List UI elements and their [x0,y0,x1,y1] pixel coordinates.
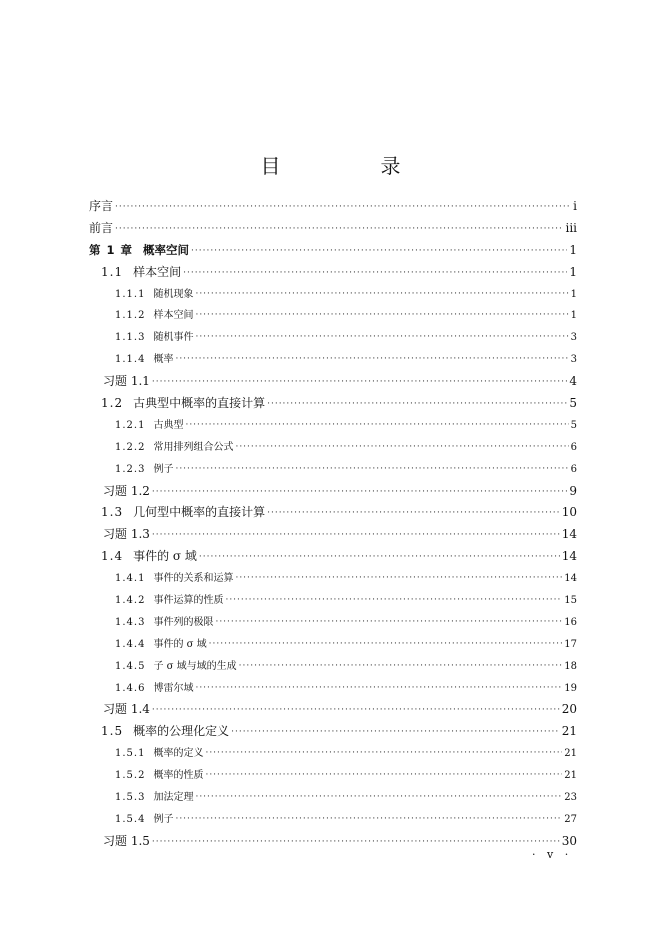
toc-entry[interactable] [89,437,577,459]
toc-entry-number: 1.2.1 [115,419,146,431]
toc-entry-page: 6 [570,463,577,475]
toc-entry-number: 1.1.3 [115,332,146,344]
toc-entry[interactable] [89,371,577,393]
toc-entry-label [115,634,207,656]
dot-leader [191,241,567,263]
toc-entry-page: 21 [564,748,577,760]
table-of-contents [89,196,577,853]
dot-leader [195,305,568,327]
toc-entry-page: 1 [570,288,577,300]
toc-entry-number: 1.5 [101,724,124,739]
toc-entry-label [115,765,203,787]
toc-entry-number: 1.5.3 [115,792,146,804]
toc-entry[interactable] [89,240,577,262]
toc-entry-label [101,721,229,743]
dot-leader [183,263,567,285]
toc-entry-title: 样本空间 [133,264,182,279]
dot-leader [215,612,562,634]
toc-entry-page: 4 [569,374,577,389]
toc-entry-label [115,284,193,306]
toc-entry-label [89,240,189,262]
dot-leader [235,437,568,459]
toc-entry-page: 17 [564,638,577,650]
toc-entry-number: 1.4 [101,549,124,564]
dot-leader [199,547,560,569]
dot-leader [175,459,568,481]
toc-entry-title: 概率 [153,354,174,366]
toc-entry-number: 1.4.5 [115,660,146,672]
toc-entry-page: 3 [570,332,577,344]
toc-entry-number: 1.3 [101,505,124,520]
toc-entry-title: 习题 1.2 [103,483,150,498]
toc-entry-label [101,502,265,524]
toc-entry[interactable] [89,590,577,612]
toc-entry-label [115,459,173,481]
dot-leader [195,327,568,349]
toc-entry-label [115,415,183,437]
toc-entry-label [115,612,213,634]
toc-entry[interactable] [89,765,577,787]
toc-entry-title: 习题 1.1 [103,374,150,389]
toc-entry-number: 1.1 [101,264,124,279]
toc-entry-title: 概率的定义 [153,748,204,760]
dot-leader [209,634,563,656]
toc-entry-page: 20 [561,702,577,717]
toc-entry-page: 3 [570,354,577,366]
toc-entry-number: 1.4.1 [115,573,146,585]
toc-entry-page: 18 [564,660,577,672]
toc-entry[interactable] [89,284,577,306]
toc-entry-label [103,371,150,393]
dot-leader [267,503,560,525]
toc-entry-page: 14 [561,549,577,564]
toc-entry-label [115,349,173,371]
toc-entry-page: 30 [561,833,577,848]
toc-entry-title: 事件的 σ 域 [153,638,207,650]
dot-leader [185,415,568,437]
toc-entry-title: 事件运算的性质 [153,595,224,607]
toc-entry-label [115,305,193,327]
dot-leader [195,678,562,700]
toc-entry-label [89,196,113,218]
toc-entry-page: 1 [569,242,577,257]
toc-entry[interactable] [89,262,577,284]
toc-entry-title: 概率的公理化定义 [133,724,230,739]
toc-entry-page: 16 [564,616,577,628]
toc-entry-page: 14 [561,527,577,542]
toc-entry-title: 事件的 σ 域 [133,549,197,564]
toc-entry-label [101,262,181,284]
toc-entry-label [115,743,203,765]
toc-entry-title: 随机现象 [153,288,194,300]
toc-entry[interactable] [89,502,577,524]
dot-leader [231,722,560,744]
dot-leader [267,394,567,416]
dot-leader [195,284,568,306]
toc-entry-number: 1.2 [101,396,124,411]
dot-leader [175,809,562,831]
toc-entry[interactable] [89,524,577,546]
toc-entry-number: 1.4.3 [115,616,146,628]
dot-leader [152,525,560,547]
toc-entry-number: 1.4.4 [115,638,146,650]
toc-entry[interactable] [89,327,577,349]
toc-entry-page: 9 [569,483,577,498]
toc-entry[interactable] [89,546,577,568]
toc-entry-number: 第 1 章 [89,242,134,257]
toc-entry-label [103,831,150,853]
toc-entry-label [115,327,193,349]
toc-entry-title: 事件列的极限 [153,616,214,628]
toc-entry-title: 随机事件 [153,332,194,344]
toc-entry[interactable] [89,612,577,634]
dot-leader [195,787,562,809]
toc-entry[interactable] [89,656,577,678]
dot-leader [225,590,562,612]
toc-entry[interactable] [89,721,577,743]
toc-entry[interactable] [89,393,577,415]
toc-entry-label [115,656,237,678]
toc-entry[interactable] [89,415,577,437]
toc-entry-page: 10 [561,505,577,520]
toc-entry-page: 5 [569,396,577,411]
toc-entry-number: 1.5.4 [115,813,146,825]
toc-entry-title: 前言 [89,220,114,235]
toc-entry-label [115,678,193,700]
dot-leader [115,197,571,219]
toc-entry-page: 21 [561,724,577,739]
dot-leader [175,349,568,371]
toc-entry-title: 博雷尔域 [153,682,194,694]
toc-entry-page: 5 [570,419,577,431]
toc-entry-label [101,546,197,568]
toc-entry-number: 1.5.2 [115,770,146,782]
toc-entry-title: 概率空间 [143,242,190,257]
dot-leader [152,372,567,394]
toc-entry-title: 样本空间 [153,310,194,322]
toc-entry-label [115,590,223,612]
toc-entry[interactable] [89,809,577,831]
toc-entry-title: 例子 [153,463,174,475]
toc-entry-number: 1.4.2 [115,595,146,607]
toc-entry-title: 概率的性质 [153,770,204,782]
toc-entry-title: 加法定理 [153,792,194,804]
toc-entry-label [103,524,150,546]
toc-entry-number: 1.2.3 [115,463,146,475]
toc-entry[interactable] [89,349,577,371]
toc-entry[interactable] [89,699,577,721]
toc-entry[interactable] [89,831,577,853]
toc-entry-label [115,568,233,590]
toc-entry[interactable] [89,218,577,240]
toc-entry-number: 1.2.2 [115,441,146,453]
toc-entry-label [103,481,150,503]
toc-entry[interactable] [89,743,577,765]
toc-entry-page: 1 [569,264,577,279]
toc-entry-label [115,787,193,809]
toc-entry[interactable] [89,787,577,809]
toc-entry-title: 事件的关系和运算 [153,573,234,585]
toc-entry-label [115,437,233,459]
toc-entry-title: 古典型 [153,419,184,431]
toc-entry[interactable] [89,634,577,656]
dot-leader [152,482,567,504]
dot-leader [239,656,563,678]
toc-entry-number: 1.4.6 [115,682,146,694]
toc-entry[interactable] [89,196,577,218]
toc-entry[interactable] [89,305,577,327]
dot-leader [152,832,560,854]
toc-entry-label [101,393,265,415]
toc-entry-title: 几何型中概率的直接计算 [133,505,266,520]
dot-leader [152,700,560,722]
toc-entry-label [103,699,150,721]
page-number: · v · [532,848,573,861]
toc-entry-page: i [573,199,577,213]
toc-entry-number: 1.1.4 [115,354,146,366]
toc-entry-title: 序言 [89,199,114,213]
toc-entry-title: 常用排列组合公式 [153,441,234,453]
toc-entry-label [89,218,113,240]
toc-entry-title: 习题 1.4 [103,702,150,717]
toc-entry-page: 15 [564,595,577,607]
toc-entry-page: 6 [570,441,577,453]
dot-leader [205,743,562,765]
toc-entry-page: 23 [564,792,577,804]
toc-entry-page: 21 [564,770,577,782]
dot-leader [115,219,563,241]
toc-entry[interactable] [89,459,577,481]
toc-entry-title: 子 σ 域与域的生成 [153,660,237,672]
toc-entry-page: 14 [564,573,577,585]
toc-entry[interactable] [89,568,577,590]
toc-entry-label [115,809,173,831]
toc-entry-page: 19 [564,682,577,694]
dot-leader [235,568,562,590]
toc-entry-title: 古典型中概率的直接计算 [133,396,266,411]
toc-entry-number: 1.1.2 [115,310,146,322]
toc-entry[interactable] [89,678,577,700]
dot-leader [205,765,562,787]
toc-entry-title: 例子 [153,813,174,825]
toc-entry-page: 27 [564,813,577,825]
page-title: 目 录 [260,154,441,178]
toc-entry-page: 1 [570,310,577,322]
toc-entry-number: 1.1.1 [115,288,146,300]
toc-entry[interactable] [89,481,577,503]
toc-entry-page: iii [565,220,577,235]
toc-entry-number: 1.5.1 [115,748,146,760]
toc-entry-title: 习题 1.5 [103,833,150,848]
toc-entry-title: 习题 1.3 [103,527,150,542]
